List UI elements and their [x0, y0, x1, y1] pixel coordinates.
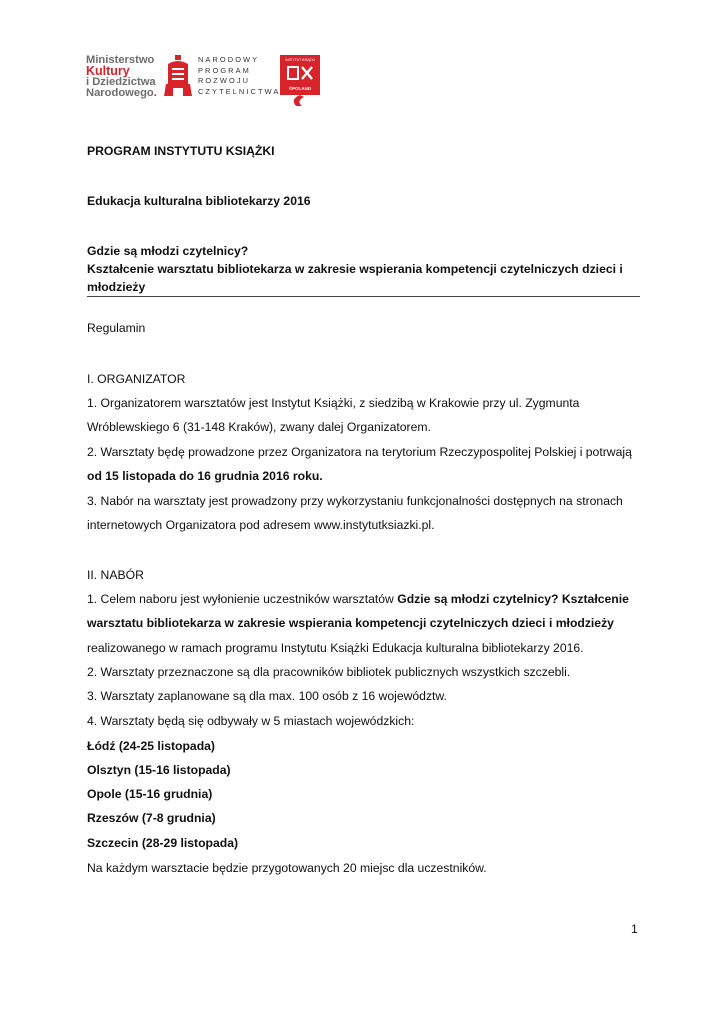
- program-title: PROGRAM INSTYTUTU KSIĄŻKI: [87, 144, 275, 158]
- section1-p2-line2: od 15 listopada do 16 grudnia 2016 roku.: [87, 469, 323, 483]
- city-item: Szczecin (28-29 listopada): [87, 836, 239, 850]
- section2-p1-line1: [87, 591, 629, 607]
- reading-program-line1: NARODOWY: [198, 55, 260, 64]
- section2-p3: 3. Warsztaty zaplanowane są dla max. 100 osób z 16 województw.: [87, 689, 447, 703]
- subtitle-line2: młodzieży: [87, 280, 146, 294]
- ministry-logo-dot: .: [153, 87, 157, 99]
- question-title: Gdzie są młodzi czytelnicy?: [87, 244, 249, 258]
- section2-p1-bold: Gdzie są młodzi czytelnicy? Kształcenie: [397, 592, 629, 606]
- section1-p2-line1: 2. Warsztaty będę prowadzone przez Organizatora na terytorium Rzeczypospolitej Polskiej i potrwają: [87, 445, 632, 459]
- ministry-logo-line3: i Dziedzictwa: [86, 76, 156, 88]
- reading-program-logo: [198, 55, 280, 97]
- ministry-logo: [86, 55, 166, 99]
- section1-heading: I. ORGANIZATOR: [87, 372, 186, 386]
- section1-p3-line2: internetowych Organizatora pod adresem www.instytutksiazki.pl.: [87, 518, 435, 532]
- city-item: Łódź (24-25 listopada): [87, 739, 215, 753]
- city-item: Rzeszów (7-8 grudnia): [87, 811, 216, 825]
- edition-title: Edukacja kulturalna bibliotekarzy 2016: [87, 194, 311, 208]
- section1-p1-line2: Wróblewskiego 6 (31-148 Kraków), zwany dalej Organizatorem.: [87, 420, 431, 434]
- seats-note: Na każdym warsztacie będzie przygotowanych 20 miejsc dla uczestników.: [87, 861, 487, 875]
- section1-p1-line1: 1. Organizatorem warsztatów jest Instytut Książki, z siedzibą w Krakowie przy ul. Zygmunta: [87, 396, 580, 410]
- locomotive-icon: [164, 54, 192, 98]
- reading-program-line3: ROZWOJU: [198, 76, 251, 86]
- ministry-logo-line2: Kultury: [86, 64, 130, 78]
- section1-p3-line1: 3. Nabór na warsztaty jest prowadzony przy wykorzystaniu funkcjonalności dostępnych na stronach: [87, 494, 623, 508]
- title-divider: [87, 296, 640, 297]
- page-number: 1: [631, 922, 638, 936]
- city-item: Olsztyn (15-16 listopada): [87, 763, 231, 777]
- section2-p1-line3: realizowanego w ramach programu Instytutu Książki Edukacja kulturalna bibliotekarzy 2016.: [87, 641, 584, 655]
- ministry-logo-line4: Narodowego: [86, 87, 154, 99]
- badge-bottom-text: ©POLAND: [288, 86, 312, 91]
- book-institute-badge: [280, 55, 320, 106]
- section2-heading: II. NABÓR: [87, 568, 144, 582]
- reading-program-line2: PROGRAM: [198, 65, 251, 75]
- badge-top-text: INSTYTUT KSIĄŻKI: [285, 58, 315, 62]
- section2-p2: 2. Warsztaty przeznaczone są dla pracowników bibliotek publicznych wszystkich szczebli.: [87, 665, 571, 679]
- ministry-logo-line1: Ministerstwo: [86, 54, 155, 66]
- city-item: Opole (15-16 grudnia): [87, 787, 213, 801]
- section2-p1-plain: 1. Celem naboru jest wyłonienie uczestników warsztatów: [87, 592, 398, 606]
- section2-p1-line2: warsztatu bibliotekarza w zakresie wspierania kompetencji czytelniczych dzieci i młodzieży: [87, 616, 614, 630]
- reading-program-line4: CZYTELNICTWA: [198, 86, 281, 96]
- subtitle-line1: Kształcenie warsztatu bibliotekarza w zakresie wspierania kompetencji czytelniczych dzieci i: [87, 262, 623, 276]
- regulamin-heading: Regulamin: [87, 321, 146, 335]
- section2-p4: 4. Warsztaty będą się odbywały w 5 miastach wojewódzkich:: [87, 714, 415, 728]
